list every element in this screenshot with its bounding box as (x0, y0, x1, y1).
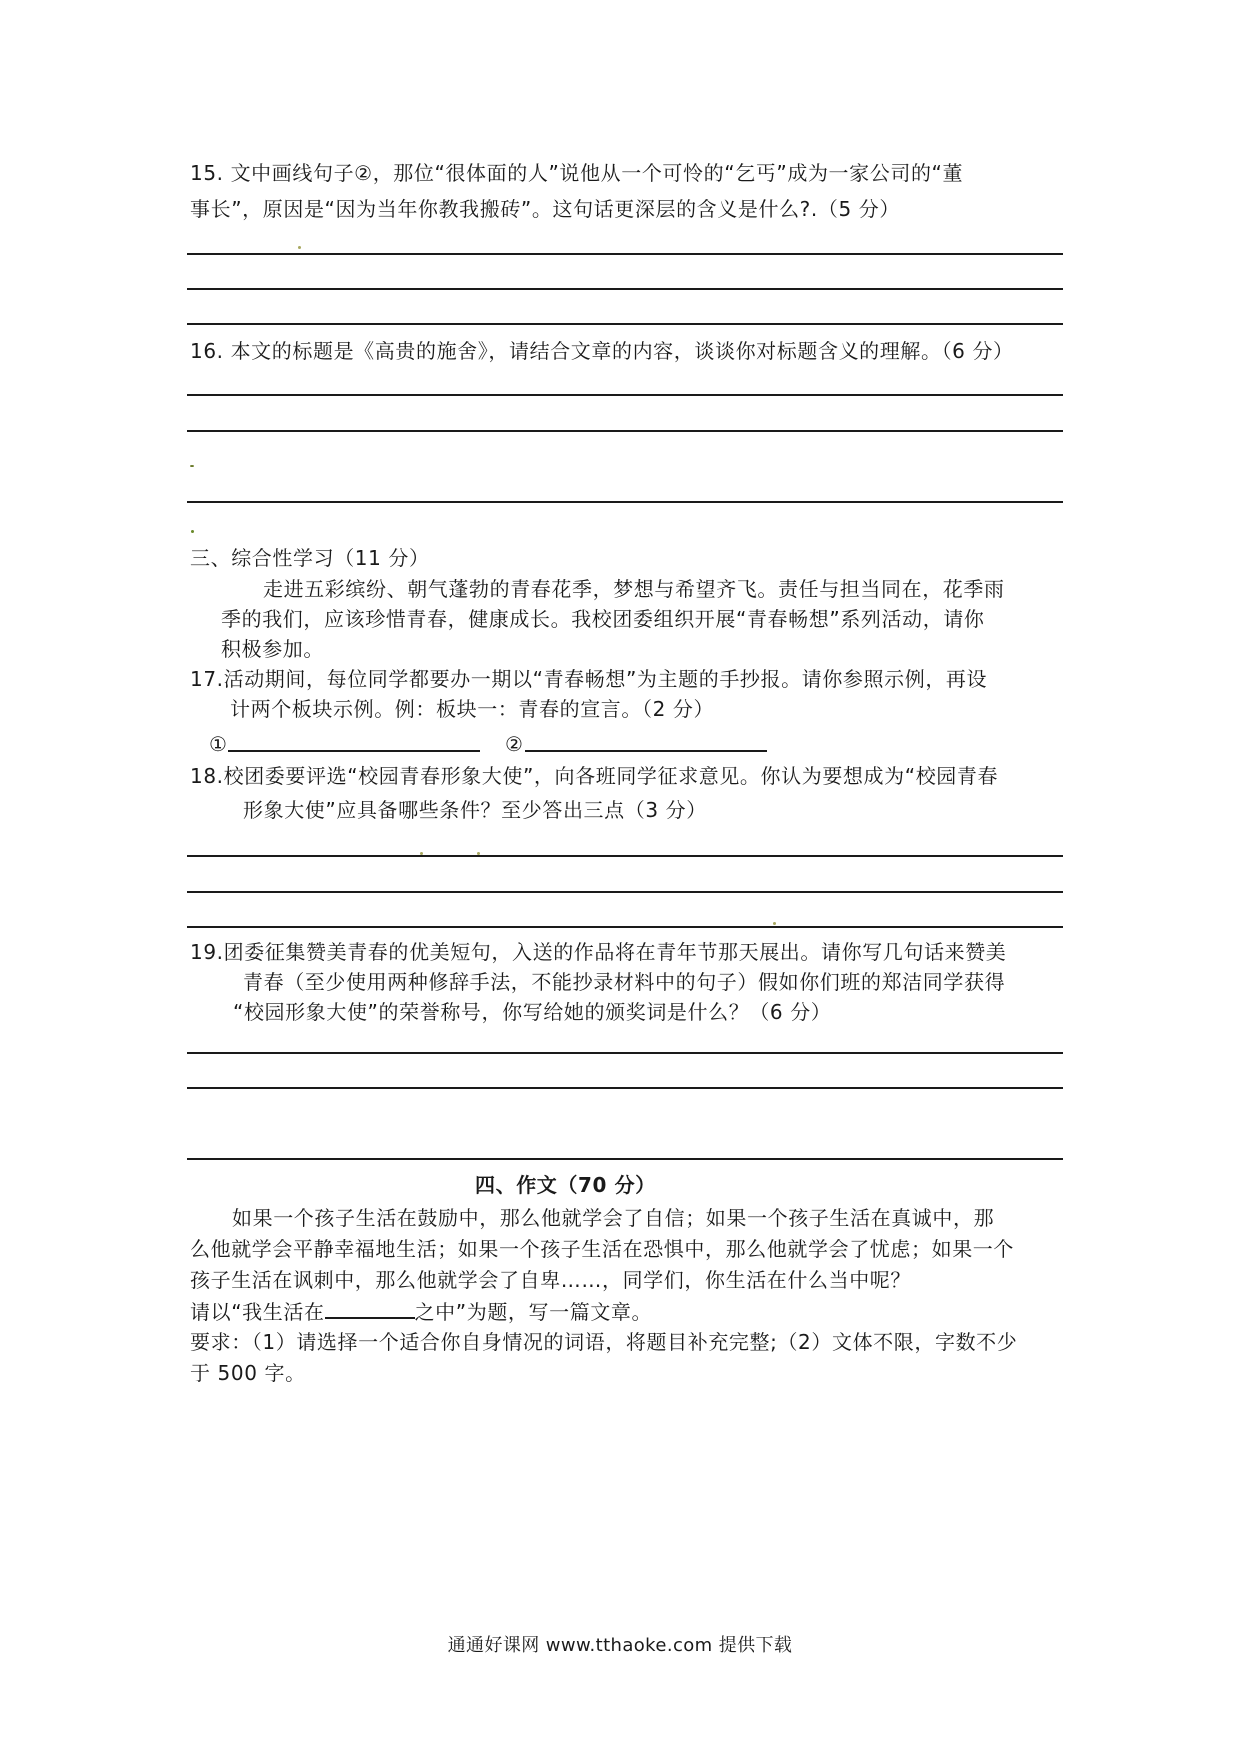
page-footer: 通通好课网 www.tthaoke.com 提供下载 (447, 1635, 793, 1656)
scan-speck (298, 246, 301, 249)
q17-answer-blank-2 (525, 750, 767, 752)
q18-answer-line-3 (187, 926, 1063, 928)
q16-line1: 16. 本文的标题是《高贵的施舍》，请结合文章的内容，谈谈你对标题含义的理解。（6 分） (190, 339, 1014, 363)
q17-answer-blank-1 (228, 750, 480, 752)
scan-speck (191, 530, 194, 533)
section3-title: 三、综合性学习（11 分） (190, 546, 430, 570)
title-blank (325, 1295, 415, 1319)
scan-speck (477, 852, 480, 855)
section3-intro-line3: 积极参加。 (221, 637, 324, 661)
section4-para-line1: 如果一个孩子生活在鼓励中，那么他就学会了自信；如果一个孩子生活在真诚中，那 (232, 1206, 995, 1230)
section4-prompt-before: 请以“我生活在 (190, 1300, 325, 1324)
q19-line2: 青春（至少使用两种修辞手法，不能抄录材料中的句子）假如你们班的郑洁同学获得 (243, 970, 1006, 994)
q15-answer-line-2 (187, 288, 1063, 290)
q19-answer-line-1 (187, 1052, 1063, 1054)
q15-answer-line-1 (187, 253, 1063, 255)
q17-mark-1: ① (209, 732, 228, 756)
q17-mark-2: ② (505, 732, 524, 756)
q17-line1: 17.活动期间，每位同学都要办一期以“青春畅想”为主题的手抄报。请你参照示例，再设 (190, 667, 988, 691)
q16-answer-line-2 (187, 430, 1063, 432)
q15-line1: 15. 文中画线句子②，那位“很体面的人”说他从一个可怜的“乞丐”成为一家公司的“董 (190, 161, 964, 185)
q19-line3: “校园形象大使”的荣誉称号，你写给她的颁奖词是什么？（6 分） (233, 1000, 832, 1024)
section4-para-line2: 么他就学会平静幸福地生活；如果一个孩子生活在恐惧中，那么他就学会了忧虑；如果一个 (190, 1237, 1014, 1261)
section4-requirements-line2: 于 500 字。 (190, 1361, 306, 1385)
q16-answer-line-1 (187, 394, 1063, 396)
scan-speck (420, 852, 423, 855)
q15-answer-line-3 (187, 323, 1063, 325)
section4-requirements-line1: 要求：（1）请选择一个适合你自身情况的词语，将题目补充完整;（2）文体不限，字数不少 (190, 1330, 1018, 1354)
section3-intro-line1: 走进五彩缤纷、朝气蓬勃的青春花季，梦想与希望齐飞。责任与担当同在，花季雨 (263, 577, 1005, 601)
q18-line2: 形象大使”应具备哪些条件？至少答出三点（3 分） (243, 798, 707, 822)
q19-answer-line-2 (187, 1087, 1063, 1089)
q18-answer-line-1 (187, 855, 1063, 857)
q19-line1: 19.团委征集赞美青春的优美短句，入送的作品将在青年节那天展出。请你写几句话来赞美 (190, 940, 1007, 964)
q19-answer-line-3 (187, 1158, 1063, 1160)
section4-para-line3: 孩子生活在讽刺中，那么他就学会了自卑……，同学们，你生活在什么当中呢？ (190, 1268, 911, 1292)
section4-title: 四、作文（70 分） (475, 1173, 656, 1197)
q17-line2: 计两个板块示例。例：板块一：青春的宣言。（2 分） (230, 697, 715, 721)
section4-prompt (190, 1295, 652, 1328)
scan-speck (773, 922, 776, 925)
q18-answer-line-2 (187, 891, 1063, 893)
q18-line1: 18.校团委要评选“校园青春形象大使”，向各班同学征求意见。你认为要想成为“校园青春 (190, 764, 999, 788)
section3-intro-line2: 季的我们，应该珍惜青春，健康成长。我校团委组织开展“青春畅想”系列活动，请你 (221, 607, 985, 631)
section4-prompt-after: 之中”为题，写一篇文章。 (414, 1300, 653, 1324)
scan-speck (190, 465, 194, 467)
q15-line2: 事长”，原因是“因为当年你教我搬砖”。这句话更深层的含义是什么?.（5 分） (190, 197, 900, 221)
q16-answer-line-3 (187, 501, 1063, 503)
